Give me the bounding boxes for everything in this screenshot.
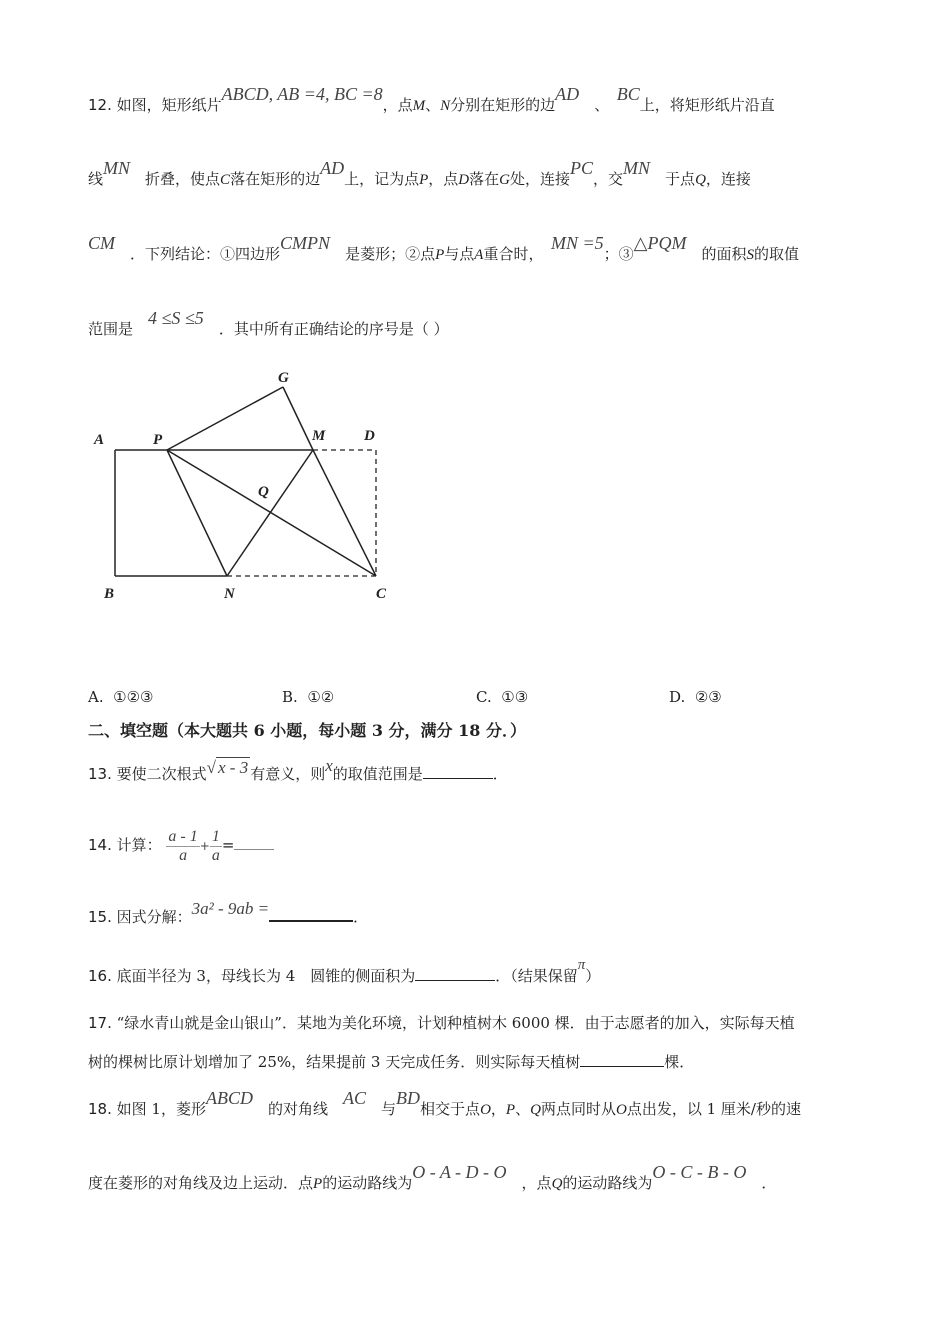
q12-text: 落在 [469, 170, 500, 188]
fraction-2-numerator: 1 [211, 827, 220, 845]
q13-text: ． [492, 765, 508, 783]
option-letter: D. [669, 688, 686, 706]
q18-point-o: O [615, 1102, 627, 1118]
segment-mn [227, 450, 313, 576]
q12-text: 于点 [665, 170, 696, 188]
q17-answer-blank[interactable] [580, 1052, 664, 1067]
q16-pi: π [577, 957, 586, 973]
q18-text: 相交于点 [420, 1100, 481, 1118]
q17-text: 树的棵树比原计划增加了 25%，结果提前 3 天完成任务．则实际每天植树 [88, 1053, 581, 1071]
q12-text: . 如图，矩形纸片 [107, 96, 222, 114]
q12-math-cmpn: CMPN [280, 233, 331, 253]
fraction-1-denominator: a [179, 846, 188, 864]
q18-text: 点出发，以 1 厘米/秒的速 [626, 1100, 801, 1118]
option-text: ①③ [501, 688, 529, 706]
q12-text: 的面积 [701, 245, 747, 263]
q15-number: 15 [88, 908, 108, 926]
radical: √ x - 3 [206, 758, 249, 777]
q12-text: ．下列结论：①四边形 [130, 245, 281, 263]
q12-text: 分别在矩形的边 [450, 96, 556, 114]
fraction-1-numerator: a - 1 [168, 827, 198, 845]
q18-point-p: P [313, 1176, 323, 1192]
label-q: Q [258, 484, 269, 500]
q12-point-d: D [458, 172, 470, 188]
q16-number: 16 [88, 967, 108, 985]
q12-point-q: Q [695, 172, 706, 188]
q12-math-cm: CM [88, 233, 115, 253]
q12-point-n: N [440, 98, 451, 114]
segment-gm [283, 387, 313, 450]
q18-number: 18 [88, 1100, 108, 1118]
q15-answer-blank[interactable] [269, 906, 353, 922]
q12-point-g: G [499, 172, 510, 188]
label-a: A [94, 432, 105, 448]
option-letter: B. [282, 688, 298, 706]
q12-text: 与点 [444, 245, 475, 263]
q18-text: 的运动路线为 [562, 1174, 653, 1192]
q12-text: ；③ [603, 245, 634, 263]
q12-text: ，连接 [705, 170, 751, 188]
q12-point-a: A [474, 247, 484, 263]
q12-point-c: C [220, 172, 231, 188]
q12-text: 上，将矩形纸片沿直 [639, 96, 775, 114]
q18-line-2 [88, 1162, 777, 1194]
q12-text: ，交 [593, 170, 624, 188]
q18-point-p: P [505, 1102, 516, 1118]
option-letter: A. [88, 688, 104, 706]
q12-text: 折叠，使点 [145, 170, 221, 188]
option-b[interactable] [282, 688, 334, 706]
q18-text: ， [490, 1100, 506, 1118]
q12-text: 处，连接 [509, 170, 570, 188]
option-letter: C. [476, 688, 492, 706]
option-d[interactable] [669, 688, 722, 706]
section-title: 二、填空题（本大题共 6 小题，每小题 3 分，满分 18 分．） [88, 721, 526, 740]
segment-pg [167, 387, 283, 450]
q12-math-mn: MN [623, 158, 651, 178]
q12-text: ，点 [428, 170, 459, 188]
q12-line-4 [88, 308, 449, 339]
q12-text: ．其中所有正确结论的序号是（ ） [218, 320, 449, 338]
q15-text: ． [353, 908, 369, 926]
q17-text: 棵． [664, 1053, 695, 1071]
q16-text: ．（结果保留 [495, 967, 578, 985]
fraction-2 [210, 828, 222, 865]
q12-text: 、 [425, 96, 441, 114]
radicand: x - 3 [217, 758, 249, 777]
option-text: ②③ [694, 688, 722, 706]
q12-point-m: M [412, 98, 426, 114]
q13-text: 有意义，则 [250, 765, 326, 783]
q12-math-range: 4 ≤S ≤5 [148, 308, 204, 328]
q13-text: . 要使二次根式 [107, 765, 207, 783]
q12-text: 线 [88, 170, 104, 188]
q13-answer-blank[interactable] [423, 764, 493, 779]
q13 [88, 756, 508, 784]
q12-math-abcd: ABCD, AB =4, BC =8 [221, 84, 383, 104]
q12-text: 范围是 [88, 320, 134, 338]
q12-point-s: S [746, 247, 755, 263]
q18-point-o: O [480, 1102, 491, 1118]
q12-math-mn: MN [103, 158, 131, 178]
label-g: G [278, 370, 289, 386]
q12-line-1 [88, 84, 775, 116]
q17-line-2 [88, 1052, 694, 1072]
q12-math-pc: PC [570, 158, 594, 178]
q12-line-2 [88, 158, 751, 190]
q18-text: ． [761, 1174, 777, 1192]
q13-text: 的取值范围是 [332, 765, 423, 783]
fraction-2-denominator: a [211, 846, 220, 864]
q18-line-1 [88, 1088, 801, 1120]
q12-math-ad: AD [555, 84, 580, 104]
q18-math-abcd: ABCD [205, 1088, 253, 1108]
plus-sign: + [199, 839, 210, 853]
q12-text: 重合时， [483, 245, 536, 263]
q12-number: 12 [88, 96, 108, 114]
q12-math-bc: BC [616, 84, 640, 104]
q18-text: 的对角线 [267, 1100, 328, 1118]
q18-text: 与 [381, 1100, 397, 1118]
fraction-1 [166, 828, 199, 865]
q18-text: 两点同时从 [540, 1100, 616, 1118]
label-m: M [312, 428, 326, 444]
q12-math-ad: AD [320, 158, 345, 178]
q18-text: 、 [515, 1100, 531, 1118]
q17-number: 17 [88, 1014, 108, 1032]
q18-path-q: O - C - B - O [652, 1162, 747, 1182]
option-c[interactable] [476, 688, 528, 706]
q12-text: 是菱形；②点 [345, 245, 436, 263]
q13-number: 13 [88, 765, 108, 783]
q18-text: . 如图 1，菱形 [107, 1100, 206, 1118]
q12-point-p: P [435, 247, 445, 263]
q17-line-1 [88, 1013, 795, 1033]
q12-point-p: P [419, 172, 429, 188]
q17-text: . “绿水青山就是金山银山”．某地为美化环境，计划种植树木 6000 棵．由于志愿者的加入，实际每天植 [107, 1014, 795, 1032]
q12-text: 上，记为点 [344, 170, 420, 188]
q12-text: 、 [594, 96, 602, 114]
q12-text: 落在矩形的边 [230, 170, 321, 188]
q12-text: ，点 [382, 96, 413, 114]
option-text: ①②③ [113, 688, 154, 706]
q12-text: 的取值 [754, 245, 800, 263]
option-a[interactable] [88, 688, 154, 706]
q18-path-p: O - A - D - O [412, 1162, 507, 1182]
equals-sign: = [221, 836, 235, 854]
q18-math-bd: BD [396, 1088, 421, 1108]
label-p: P [153, 432, 163, 448]
q18-point-q: Q [530, 1102, 541, 1118]
q16 [88, 957, 601, 987]
label-c: C [376, 586, 387, 602]
q16-answer-blank[interactable] [415, 966, 495, 981]
q14-number: 14 [88, 836, 108, 854]
q12-line-3 [88, 233, 800, 265]
q18-point-q: Q [551, 1176, 563, 1192]
q18-text: 度在菱形的对角线及边上运动．点 [88, 1174, 314, 1192]
q16-text: ） [585, 967, 601, 985]
q13-var-x: x [325, 756, 333, 775]
q14-text: . 计算： [107, 836, 162, 854]
q12-figure [80, 360, 420, 610]
label-d: D [364, 428, 375, 444]
q14 [88, 822, 274, 869]
q18-text: ，点 [521, 1174, 552, 1192]
q15-expression: 3a² - 9ab = [191, 899, 270, 918]
label-b: B [104, 586, 115, 602]
q18-text: 的运动路线为 [322, 1174, 413, 1192]
q15-text: . 因式分解： [107, 908, 192, 926]
q15 [88, 899, 369, 927]
q16-text: . 底面半径为 3，母线长为 4 圆锥的侧面积为 [107, 967, 416, 985]
q12-math-pqm: △PQM [633, 233, 687, 253]
option-text: ①② [307, 688, 335, 706]
q18-math-ac: AC [343, 1088, 367, 1108]
label-n: N [224, 586, 235, 602]
q12-math-mn5: MN =5 [550, 233, 604, 253]
q14-answer-blank[interactable] [234, 835, 274, 850]
